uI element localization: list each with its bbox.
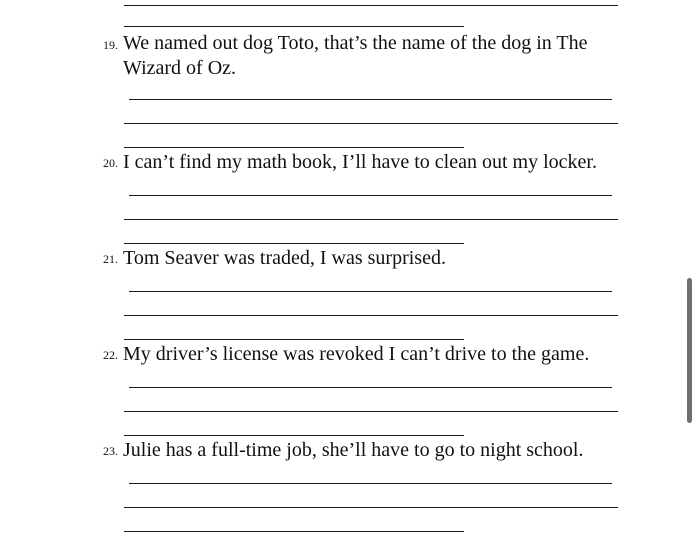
answer-line [124, 219, 618, 220]
question-number: 20. [103, 156, 118, 170]
answer-line [124, 339, 464, 340]
answer-line [129, 291, 612, 292]
answer-line [129, 195, 612, 196]
answer-line [124, 435, 464, 436]
answer-line [124, 243, 464, 244]
question-text: Julie has a full-time job, she’ll have to go to night school. [123, 439, 584, 461]
question-text-line-2: Wizard of Oz. [123, 57, 237, 79]
vertical-scrollbar[interactable] [687, 278, 692, 423]
answer-line [124, 531, 464, 532]
question-number: 21. [103, 252, 118, 266]
answer-line [129, 483, 612, 484]
question-text: My driver’s license was revoked I can’t drive to the game. [123, 343, 590, 365]
answer-line [124, 507, 618, 508]
answer-line [124, 5, 618, 6]
question-number: 23. [103, 444, 118, 458]
question-number: 22. [103, 348, 118, 362]
answer-line [124, 147, 464, 148]
question-number: 19. [103, 38, 118, 52]
answer-line [124, 26, 464, 27]
answer-line [124, 411, 618, 412]
question-text: Tom Seaver was traded, I was surprised. [123, 247, 446, 269]
answer-line [129, 387, 612, 388]
question-text: I can’t find my math book, I’ll have to clean out my locker. [123, 151, 597, 173]
question-text-line-1: We named out dog Toto, that’s the name of the dog in The [123, 32, 588, 54]
answer-line [124, 123, 618, 124]
answer-line [124, 315, 618, 316]
answer-line [129, 99, 612, 100]
